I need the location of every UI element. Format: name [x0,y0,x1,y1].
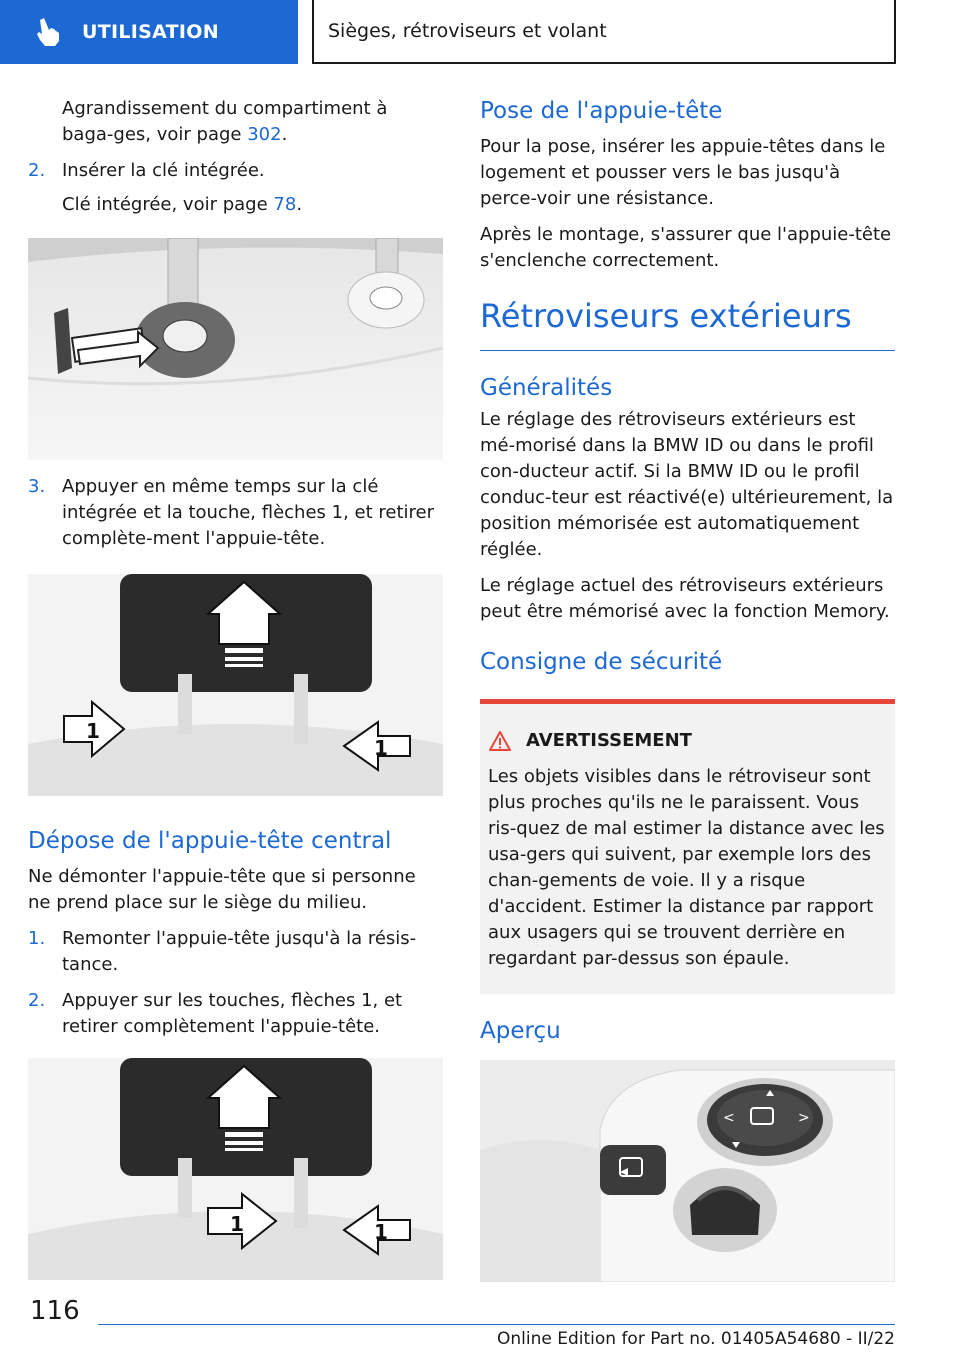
main-section-title: Rétroviseurs extérieurs [480,296,895,351]
step-2: 2. Insérer la clé intégrée. [28,160,265,181]
page-number: 116 [30,1296,80,1326]
page-link-302[interactable]: 302 [247,124,282,145]
svg-text:<: < [723,1110,735,1126]
pose-paragraph-2: Après le montage, s'assurer que l'appuie-tête s'enclenche correctement. [480,224,892,271]
svg-text:1: 1 [374,736,388,760]
page-link-78[interactable]: 78 [273,194,297,215]
figure-key-headrest [28,238,443,460]
warning-text: Les objets visibles dans le rétroviseur sont plus proches qu'ils ne le paraissent. Vous ris-quez de mal estimer la distance avec les usa-gers qui suivent, par exemple lors des chan-gements de voie. Il y a risque d'accident. Estimer la distance par rapport aux usagers qui se trouvent derrière en regardant par-dessus son épaule. [488,766,885,969]
safety-title: Consigne de sécurité [480,649,723,675]
svg-text:1: 1 [230,1212,244,1236]
svg-text:1: 1 [374,1220,388,1244]
figure-headrest-removal [28,574,443,796]
svg-text:>: > [798,1110,810,1126]
warning-box [480,699,895,994]
section-title: UTILISATION [82,21,219,43]
section-tab[interactable] [0,0,298,64]
chapter-title: Sièges, rétroviseurs et volant [312,0,896,64]
removal-step-1: 1. Remonter l'appuie-tête jusqu'à la résis-tance. [28,928,417,975]
figure-central-headrest [28,1058,443,1280]
step-2-sub: Clé intégrée, voir page 78. [62,194,303,215]
general-title: Généralités [480,375,613,401]
left-column [28,96,443,1280]
removal-section-title: Dépose de l'appuie-tête central [28,828,392,854]
figure-mirror-controls [480,1060,895,1282]
footer-edition: Online Edition for Part no. 01405A54680 - II/22 [98,1324,895,1349]
pose-title: Pose de l'appuie-tête [480,98,723,124]
general-paragraph-2: Le réglage actuel des rétroviseurs extérieurs peut être mémorisé avec la fonction Memory. [480,575,890,622]
warning-icon [488,730,512,752]
intro-text: Agrandissement du compartiment à baga-ges, voir page 302. [62,98,388,145]
removal-intro: Ne démonter l'appuie-tête que si personne ne prend place sur le siège du milieu. [28,866,416,913]
hand-pointer-icon [30,14,66,50]
pose-paragraph-1: Pour la pose, insérer les appuie-têtes dans le logement et pousser vers le bas jusqu'à perce-voir une résistance. [480,136,886,209]
step-3: 3. Appuyer en même temps sur la clé intégrée et la touche, flèches 1, et retirer complète-ment l'appuie-tête. [28,476,435,549]
figure-label: 1 [86,719,100,743]
overview-title: Aperçu [480,1018,561,1044]
right-column [480,96,895,1282]
removal-step-2: 2. Appuyer sur les touches, flèches 1, et retirer complètement l'appuie-tête. [28,990,403,1037]
warning-title: AVERTISSEMENT [526,730,692,751]
general-paragraph-1: Le réglage des rétroviseurs extérieurs est mé-morisé dans la BMW ID ou dans le profil con-ducteur actif. Si la BMW ID ou le profil conduc-teur est réactivé(e) ultérieurement, la position mémorisée est automatiquement réglée. [480,409,894,560]
